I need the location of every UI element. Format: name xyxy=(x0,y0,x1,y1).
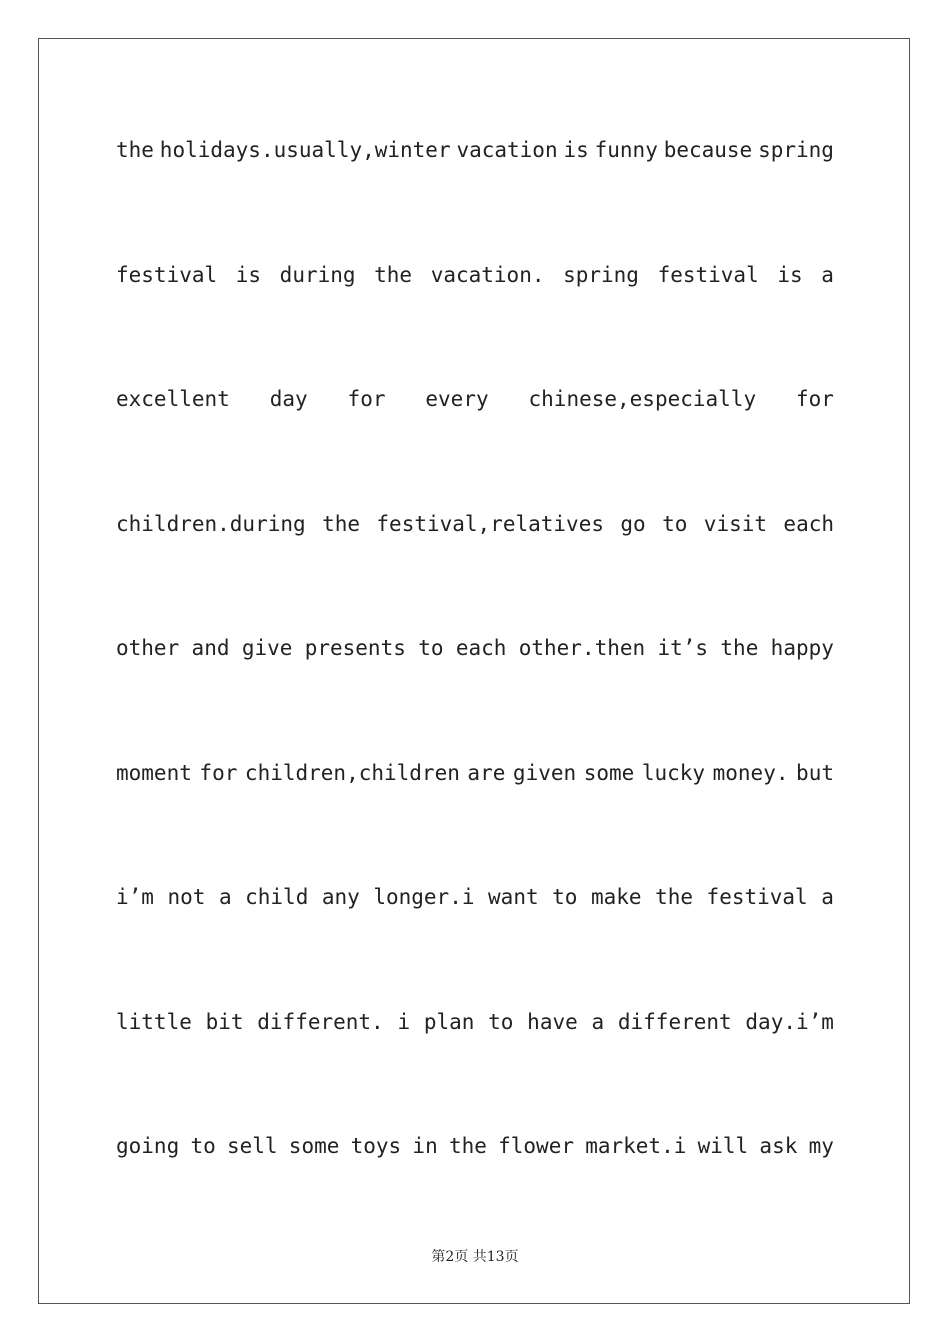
word: spring xyxy=(758,138,834,162)
word: make xyxy=(590,885,642,909)
word: not xyxy=(167,885,206,909)
text-line xyxy=(116,255,834,295)
word: bit xyxy=(205,1009,244,1034)
word: spring xyxy=(563,262,639,287)
word: is xyxy=(235,262,262,287)
word: children.during xyxy=(116,511,306,536)
word: the xyxy=(374,262,413,287)
word: a xyxy=(821,262,834,287)
text-line xyxy=(116,628,834,668)
text-line xyxy=(116,379,834,419)
word: the xyxy=(322,511,360,536)
word: and xyxy=(191,636,230,660)
word: other xyxy=(116,636,180,660)
word: different xyxy=(617,1009,732,1034)
word: to xyxy=(190,1134,216,1158)
word: in xyxy=(412,1134,438,1158)
word: any xyxy=(321,885,360,909)
word: day xyxy=(269,387,308,411)
word: market.i xyxy=(585,1134,687,1158)
word: child xyxy=(245,885,309,909)
word: flower xyxy=(498,1134,574,1158)
word: during xyxy=(279,262,356,287)
body-text xyxy=(116,130,834,1251)
word: go xyxy=(620,511,646,536)
word: because xyxy=(663,138,753,162)
word: different. xyxy=(257,1009,384,1034)
word: visit xyxy=(703,511,768,536)
word: is xyxy=(563,138,589,162)
word: the xyxy=(448,1134,487,1158)
word: each xyxy=(783,511,834,536)
word: festival xyxy=(657,262,759,287)
text-line xyxy=(116,1126,834,1166)
word: a xyxy=(591,1009,605,1034)
word: holidays.usually,winter xyxy=(159,138,451,162)
word: a xyxy=(218,885,232,909)
word: happy xyxy=(770,636,834,660)
word: want xyxy=(488,885,539,909)
word: to xyxy=(488,1009,514,1034)
word: ask xyxy=(759,1134,798,1158)
word: toys xyxy=(350,1134,402,1158)
word: is xyxy=(777,262,803,287)
text-line xyxy=(116,130,834,170)
word: the xyxy=(655,885,694,909)
word: moment xyxy=(116,760,192,785)
word: funny xyxy=(594,138,658,162)
word: festival xyxy=(706,885,808,909)
word: day.i’m xyxy=(745,1009,834,1034)
text-line xyxy=(116,753,834,793)
word: going xyxy=(116,1134,180,1158)
word: the xyxy=(116,138,154,162)
word: to xyxy=(418,636,444,660)
word: lucky xyxy=(641,760,706,785)
word: excellent xyxy=(116,387,230,411)
word: vacation xyxy=(456,138,558,162)
word: it’s xyxy=(657,636,709,660)
word: give xyxy=(241,636,293,660)
word: some xyxy=(288,1134,340,1158)
word: money. xyxy=(712,760,789,785)
word: festival,relatives xyxy=(376,511,604,536)
word: for xyxy=(347,387,386,411)
word: will xyxy=(697,1134,749,1158)
text-line xyxy=(116,504,834,544)
word: every xyxy=(425,387,489,411)
word: i xyxy=(397,1009,411,1034)
word: a xyxy=(821,885,834,909)
word: for xyxy=(199,760,238,785)
word: to xyxy=(662,511,688,536)
word: children,children xyxy=(244,760,460,785)
word: vacation. xyxy=(430,262,545,287)
word: festival xyxy=(116,262,218,287)
page-number-footer: 第2页 共13页 xyxy=(431,1249,519,1265)
word: to xyxy=(552,885,578,909)
word: little xyxy=(116,1009,192,1034)
word: some xyxy=(583,760,635,785)
word: chinese,especially xyxy=(528,387,757,411)
word: other.then xyxy=(518,636,646,660)
text-line xyxy=(116,877,834,917)
word: given xyxy=(512,760,577,785)
word: i’m xyxy=(116,885,154,909)
word: for xyxy=(796,387,834,411)
word: but xyxy=(796,760,834,785)
word: presents xyxy=(304,636,406,660)
word: the xyxy=(720,636,759,660)
text-line xyxy=(116,1002,834,1042)
word: sell xyxy=(226,1134,278,1158)
word: my xyxy=(808,1134,834,1158)
word: longer.i xyxy=(373,885,475,909)
word: plan xyxy=(423,1009,475,1034)
word: have xyxy=(527,1009,578,1034)
word: each xyxy=(455,636,507,660)
word: are xyxy=(467,760,506,785)
